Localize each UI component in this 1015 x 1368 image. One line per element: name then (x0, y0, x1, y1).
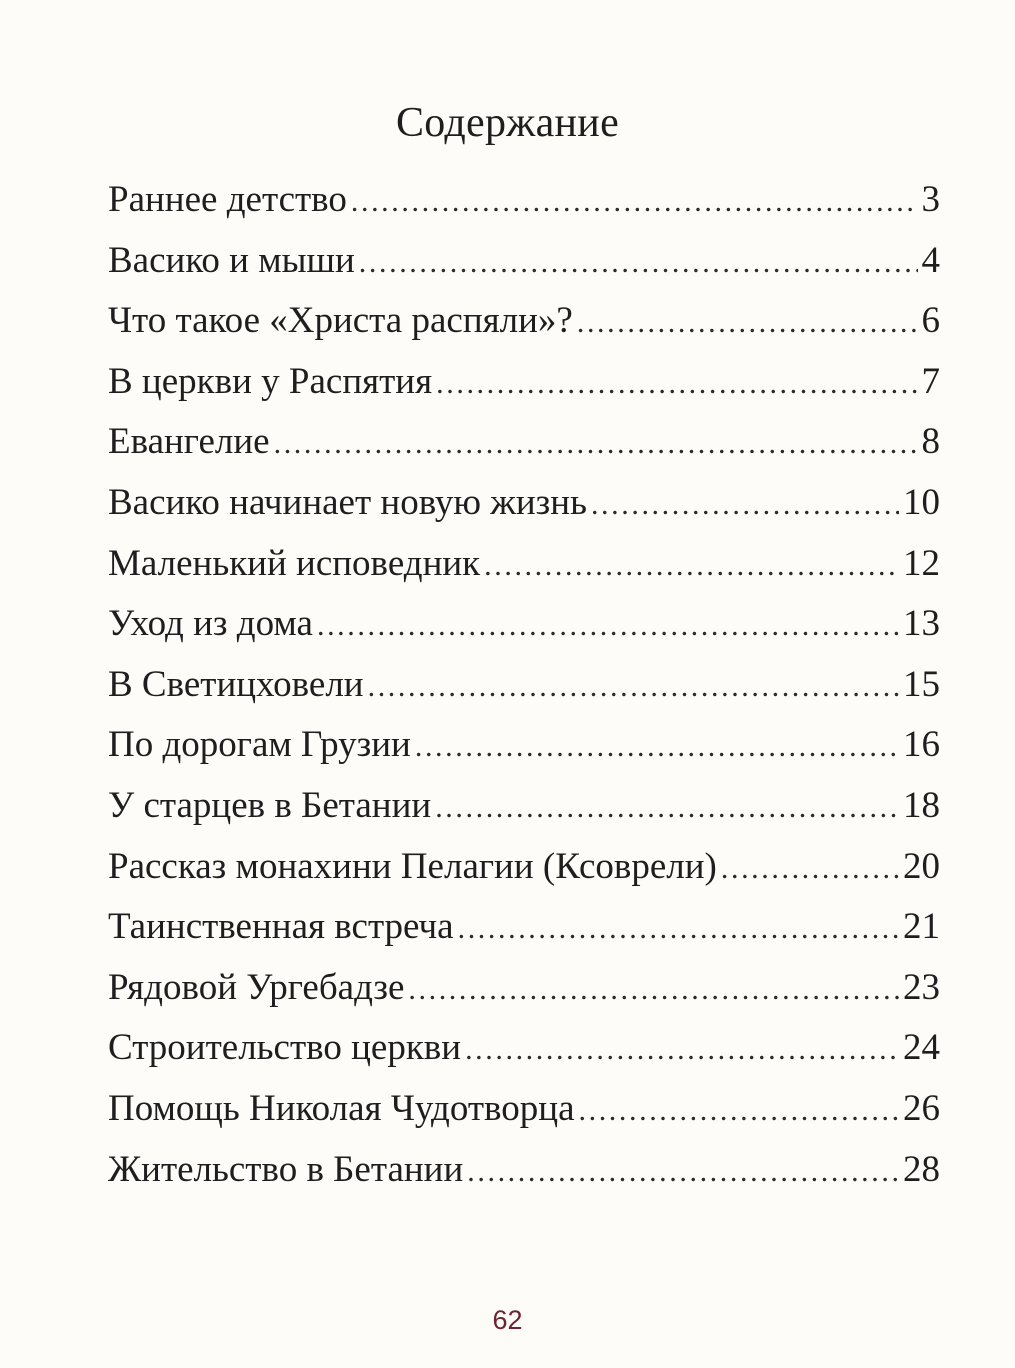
table-of-contents (108, 170, 940, 1200)
toc-entry-page: 8 (921, 421, 940, 463)
toc-entry (108, 1018, 940, 1079)
toc-entry-title: Что такое «Христа распяли»? (108, 300, 573, 342)
toc-entry-title: Евангелие (108, 421, 270, 463)
toc-entry-title: Жительство в Бетании (108, 1148, 464, 1190)
toc-entry (108, 534, 940, 595)
toc-entry-title: Уход из дома (108, 603, 313, 645)
toc-entry-page: 26 (903, 1087, 940, 1129)
toc-entry-page: 18 (903, 784, 940, 826)
dot-leader (591, 475, 899, 536)
toc-entry-title: Маленький исповедник (108, 542, 481, 584)
toc-entry-page: 23 (903, 966, 940, 1008)
toc-entry-page: 12 (903, 542, 940, 584)
toc-entry (108, 837, 940, 898)
toc-entry (108, 412, 940, 473)
toc-entry (108, 1140, 940, 1201)
toc-entry-title: В церкви у Распятия (108, 360, 433, 402)
toc-entry-page: 20 (903, 845, 940, 887)
dot-leader (577, 293, 918, 354)
toc-entry (108, 231, 940, 292)
dot-leader (467, 1142, 899, 1203)
toc-entry-title: Помощь Николая Чудотворца (108, 1087, 575, 1129)
toc-entry-page: 4 (921, 239, 940, 281)
dot-leader (317, 596, 899, 657)
dot-leader (351, 172, 918, 233)
toc-entry-page: 10 (903, 481, 940, 523)
toc-entry-page: 15 (903, 663, 940, 705)
toc-entry-title: В Светицховели (108, 663, 364, 705)
toc-entry-page: 24 (903, 1027, 940, 1069)
toc-entry-title: У старцев в Бетании (108, 784, 432, 826)
toc-entry (108, 715, 940, 776)
dot-leader (408, 960, 899, 1021)
toc-entry (108, 655, 940, 716)
toc-entry-title: Васико и мыши (108, 239, 355, 281)
toc-entry-title: Раннее детство (108, 179, 347, 220)
toc-entry (108, 1079, 940, 1140)
toc-entry-title: Таинственная встреча (108, 906, 454, 948)
toc-entry (108, 594, 940, 655)
toc-entry-title: По дорогам Грузии (108, 724, 411, 766)
toc-entry (108, 170, 940, 231)
toc-entry-page: 6 (921, 300, 940, 342)
dot-leader (435, 778, 899, 839)
dot-leader (436, 354, 917, 415)
page-title: Содержание (395, 100, 620, 146)
toc-entry-title: Васико начинает новую жизнь (108, 481, 587, 523)
toc-entry-title: Рядовой Ургебадзе (108, 966, 405, 1008)
dot-leader (359, 233, 918, 294)
toc-entry-page: 13 (903, 603, 940, 645)
toc-entry-page: 21 (903, 906, 940, 948)
dot-leader (274, 414, 918, 475)
toc-entry-page: 16 (903, 724, 940, 766)
toc-entry (108, 776, 940, 837)
toc-entry (108, 291, 940, 352)
dot-leader (465, 1020, 899, 1081)
dot-leader (415, 717, 899, 778)
toc-entry (108, 958, 940, 1019)
toc-entry-page: 7 (921, 360, 940, 402)
dot-leader (368, 657, 899, 718)
toc-entry (108, 897, 940, 958)
toc-entry (108, 473, 940, 534)
toc-entry (108, 352, 940, 413)
toc-entry-title: Строительство церкви (108, 1027, 462, 1069)
dot-leader (579, 1081, 900, 1142)
page-number: 62 (492, 1305, 523, 1335)
dot-leader (484, 536, 899, 597)
toc-entry-page: 28 (903, 1148, 940, 1190)
toc-entry-page: 3 (921, 179, 940, 220)
dot-leader (721, 839, 899, 900)
toc-entry-title: Рассказ монахини Пелагии (Ксоврели) (108, 845, 717, 887)
dot-leader (458, 899, 899, 960)
